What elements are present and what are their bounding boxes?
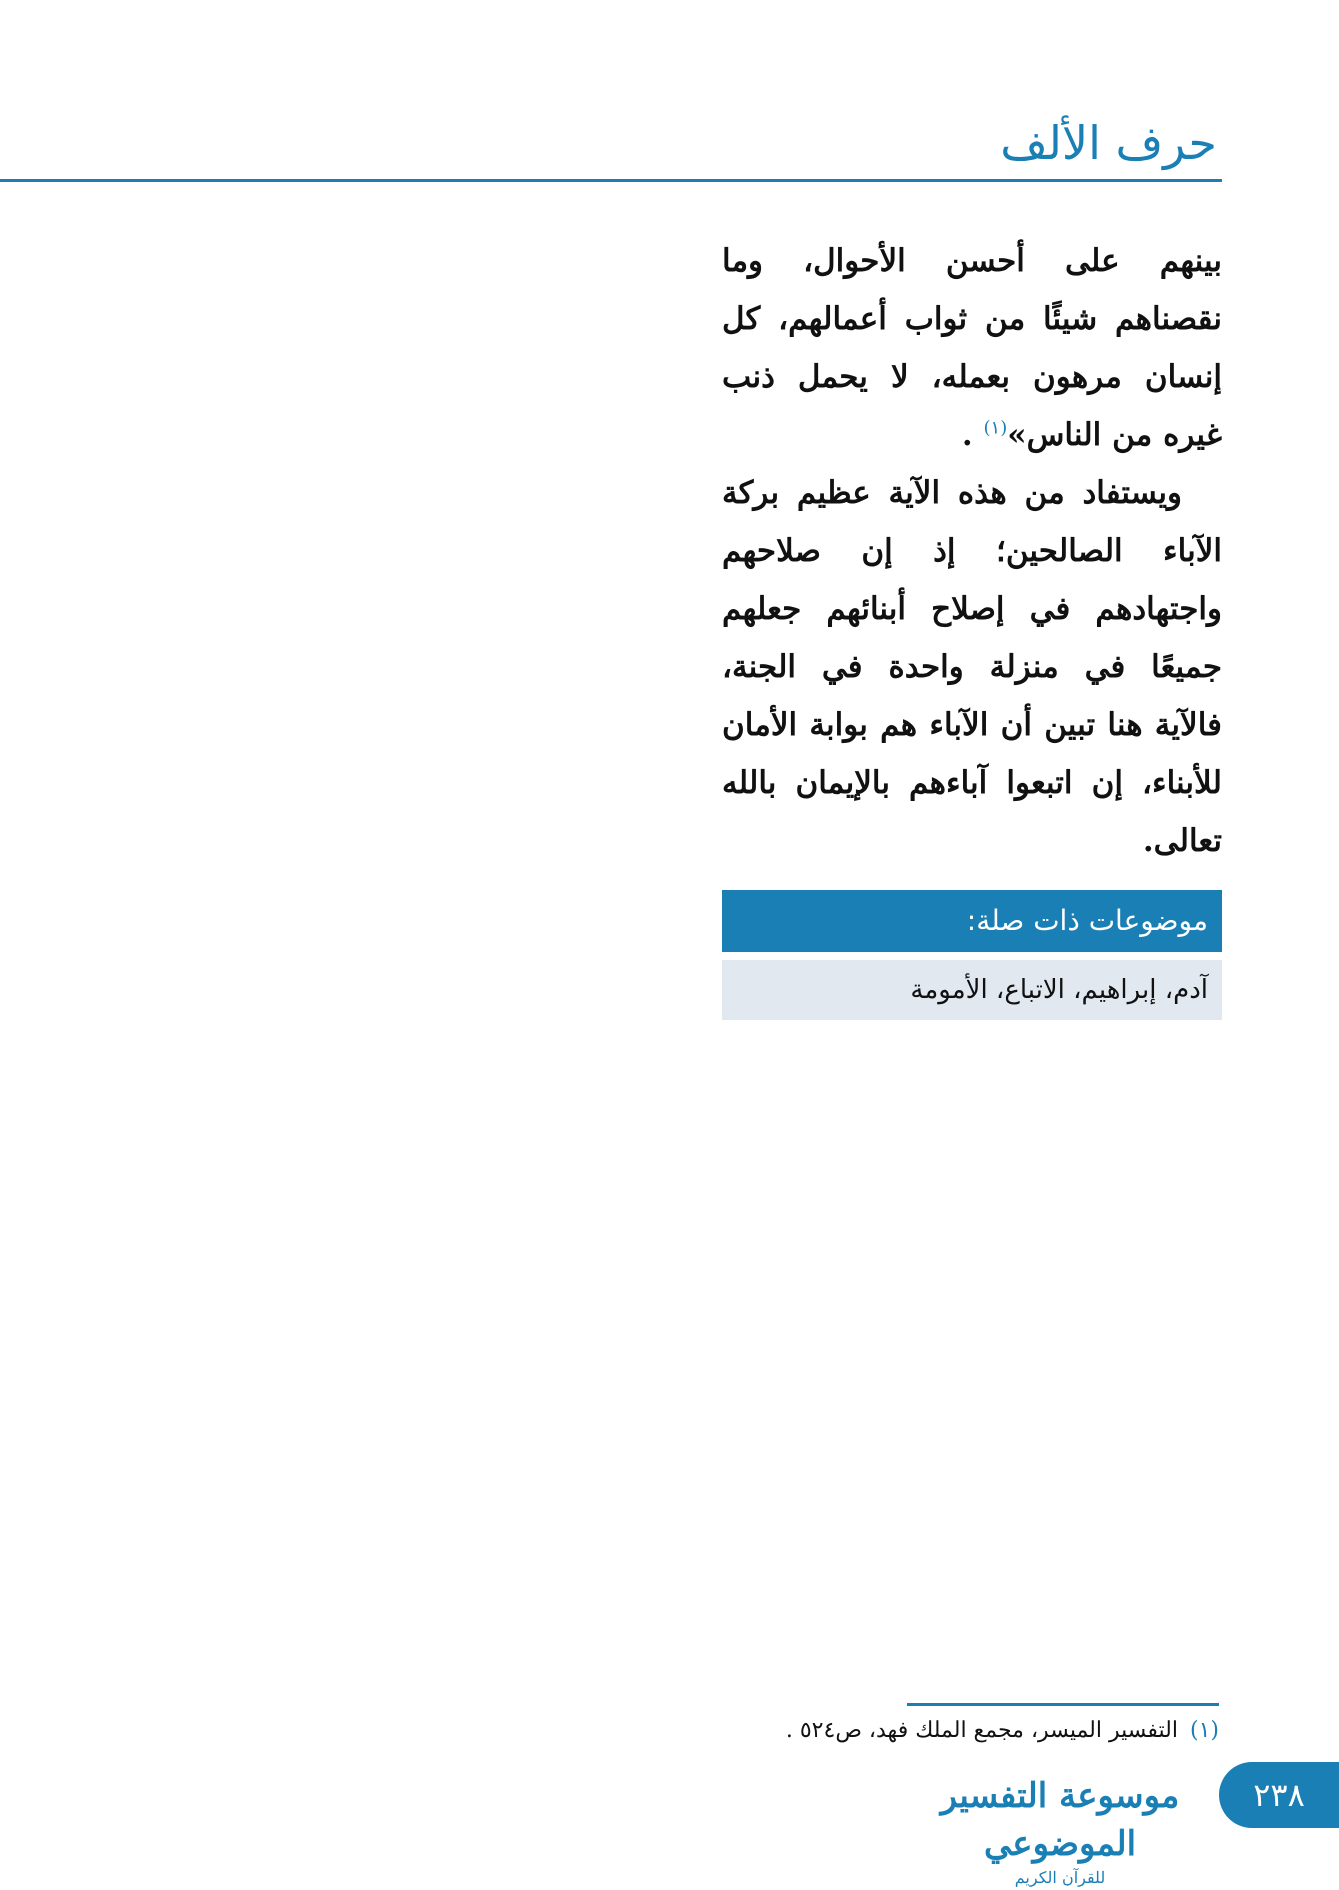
paragraph-continuation bbox=[722, 232, 1222, 464]
footnote-text: التفسير الميسر، مجمع الملك فهد، ص٥٢٤ . bbox=[785, 1718, 1178, 1743]
series-logo-subtitle: للقرآن الكريم bbox=[1014, 1868, 1106, 1887]
related-topics-box bbox=[722, 890, 1222, 1020]
series-logo-title: موسوعة التفسير الموضوعي bbox=[940, 1776, 1180, 1864]
footnote bbox=[659, 1718, 1219, 1743]
series-logo bbox=[930, 1772, 1190, 1887]
footnote-divider bbox=[907, 1703, 1219, 1706]
page-number: ٢٣٨ bbox=[1219, 1762, 1339, 1828]
chapter-title: حرف الألف bbox=[1000, 116, 1217, 170]
footnote-reference[interactable]: (١) bbox=[983, 417, 1008, 439]
paragraph-2: ويستفاد من هذه الآية عظيم بركة الآباء الصالحين؛ إذ إن صلاحهم واجتهادهم في إصلاح أبنائهم جعلهم جميعًا في منزلة واحدة في الجنة، فالآية هنا تبين أن الآباء هم بوابة الأمان للأبناء، إن اتبعوا آباءهم بالإيمان بالله تعالى. bbox=[722, 475, 1222, 859]
related-topics-heading: موضوعات ذات صلة: bbox=[722, 890, 1222, 952]
related-topics-list[interactable]: آدم، إبراهيم، الاتباع، الأمومة bbox=[722, 960, 1222, 1020]
paragraph-1-end: . bbox=[961, 417, 973, 453]
header-divider bbox=[0, 179, 1222, 182]
main-text-column bbox=[722, 232, 1222, 870]
footnote-number: (١) bbox=[1189, 1718, 1219, 1743]
paragraph-1-text: بينهم على أحسن الأحوال، وما نقصناهم شيئًا من ثواب أعمالهم، كل إنسان مرهون بعمله، لا يحمل ذنب غيره من الناس» bbox=[722, 243, 1222, 453]
